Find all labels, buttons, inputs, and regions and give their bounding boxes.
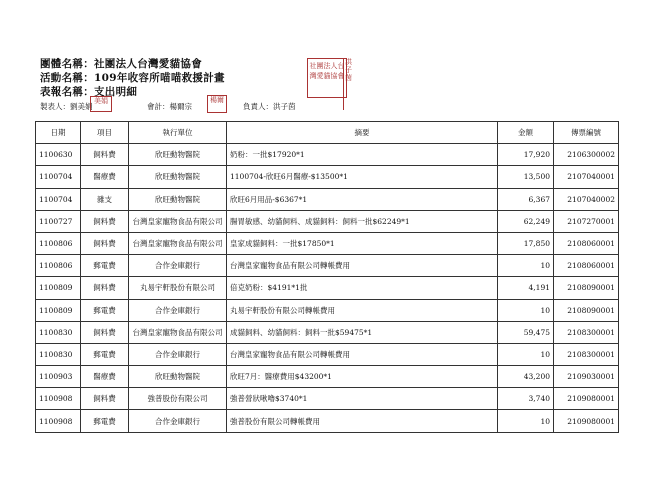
cell-description: 皇家成貓飼料：一批$17850*1 xyxy=(227,232,498,254)
cell-item: 雜支 xyxy=(81,188,129,210)
accountant-seal: 楊爾 xyxy=(207,95,227,113)
cell-item: 飼料費 xyxy=(81,321,129,343)
cell-item: 飼料費 xyxy=(81,232,129,254)
cell-unit: 台灣皇家寵物食品有限公司 xyxy=(129,232,227,254)
cell-amount: 10 xyxy=(498,410,554,432)
table-header-row xyxy=(36,122,619,144)
cell-date: 1100704 xyxy=(36,188,81,210)
cell-date: 1100830 xyxy=(36,343,81,365)
cell-voucher: 2108060001 xyxy=(554,255,619,277)
table-row xyxy=(36,255,619,277)
cell-voucher: 2107270001 xyxy=(554,210,619,232)
table-row xyxy=(36,343,619,365)
table-row xyxy=(36,388,619,410)
cell-item: 郵電費 xyxy=(81,299,129,321)
cell-amount: 6,367 xyxy=(498,188,554,210)
cell-amount: 10 xyxy=(498,299,554,321)
cell-date: 1100908 xyxy=(36,388,81,410)
cell-unit: 欣旺動物醫院 xyxy=(129,366,227,388)
cell-item: 郵電費 xyxy=(81,255,129,277)
cell-description: 丸易宇軒股份有限公司轉帳費用 xyxy=(227,299,498,321)
col-description: 摘要 xyxy=(227,122,498,144)
cell-amount: 17,920 xyxy=(498,144,554,166)
cell-date: 1100727 xyxy=(36,210,81,232)
cell-unit: 欣旺動物醫院 xyxy=(129,144,227,166)
org-name: 團體名稱：社團法人台灣愛貓協會 xyxy=(40,58,202,70)
cell-description: 腸胃敏感、幼貓飼料、成貓飼料：飼料一批$62249*1 xyxy=(227,210,498,232)
manager-signature: 負責人：洪子茵 xyxy=(243,102,296,111)
cell-item: 醫療費 xyxy=(81,366,129,388)
cell-amount: 13,500 xyxy=(498,166,554,188)
cell-description: 台灣皇家寵物食品有限公司轉帳費用 xyxy=(227,255,498,277)
cell-date: 1100908 xyxy=(36,410,81,432)
cell-voucher: 2107040001 xyxy=(554,166,619,188)
cell-amount: 17,850 xyxy=(498,232,554,254)
cell-amount: 62,249 xyxy=(498,210,554,232)
cell-date: 1100704 xyxy=(36,166,81,188)
preparer-signature: 製表人：劉美娟 xyxy=(40,102,93,111)
cell-description: 奶粉：一批$17920*1 xyxy=(227,144,498,166)
cell-amount: 4,191 xyxy=(498,277,554,299)
cell-item: 郵電費 xyxy=(81,343,129,365)
cell-amount: 10 xyxy=(498,255,554,277)
cell-unit: 強普股份有限公司 xyxy=(129,388,227,410)
report-name: 表報名稱：支出明細 xyxy=(40,86,138,98)
cell-voucher: 2109080001 xyxy=(554,388,619,410)
cell-description: 1100704-欣旺6月醫療-$13500*1 xyxy=(227,166,498,188)
table-row xyxy=(36,144,619,166)
cell-date: 1100806 xyxy=(36,255,81,277)
col-unit: 執行單位 xyxy=(129,122,227,144)
cell-amount: 3,740 xyxy=(498,388,554,410)
cell-description: 欣旺7月：醫療費用$43200*1 xyxy=(227,366,498,388)
cell-item: 飼料費 xyxy=(81,277,129,299)
table-row xyxy=(36,299,619,321)
cell-description: 倍克奶粉：$4191*1批 xyxy=(227,277,498,299)
expense-rows xyxy=(36,144,619,432)
expense-table xyxy=(35,121,619,433)
cell-amount: 43,200 xyxy=(498,366,554,388)
table-row xyxy=(36,232,619,254)
cell-unit: 合作金庫銀行 xyxy=(129,255,227,277)
cell-amount: 59,475 xyxy=(498,321,554,343)
table-row xyxy=(36,166,619,188)
cell-unit: 台灣皇家寵物食品有限公司 xyxy=(129,321,227,343)
cell-voucher: 2108300001 xyxy=(554,321,619,343)
event-name: 活動名稱：109年收容所喵喵救援計畫 xyxy=(40,72,225,84)
cell-date: 1100809 xyxy=(36,277,81,299)
cell-voucher: 2108090001 xyxy=(554,277,619,299)
cell-voucher: 2106300002 xyxy=(554,144,619,166)
cell-description: 強普營狀啾嚕$3740*1 xyxy=(227,388,498,410)
cell-voucher: 2109030001 xyxy=(554,366,619,388)
col-item: 項目 xyxy=(81,122,129,144)
cell-voucher: 2109080001 xyxy=(554,410,619,432)
cell-unit: 欣旺動物醫院 xyxy=(129,188,227,210)
table-row xyxy=(36,366,619,388)
cell-item: 飼料費 xyxy=(81,144,129,166)
cell-voucher: 2108300001 xyxy=(554,343,619,365)
cell-description: 成貓飼料、幼貓飼料：飼料一批$59475*1 xyxy=(227,321,498,343)
cell-item: 醫療費 xyxy=(81,166,129,188)
table-row xyxy=(36,277,619,299)
col-date: 日期 xyxy=(36,122,81,144)
cell-item: 飼料費 xyxy=(81,210,129,232)
cell-date: 1100806 xyxy=(36,232,81,254)
cell-unit: 合作金庫銀行 xyxy=(129,299,227,321)
cell-unit: 丸易宇軒股份有限公司 xyxy=(129,277,227,299)
cell-unit: 台灣皇家寵物食品有限公司 xyxy=(129,210,227,232)
cell-item: 郵電費 xyxy=(81,410,129,432)
cell-date: 1100809 xyxy=(36,299,81,321)
table-row xyxy=(36,210,619,232)
col-amount: 金額 xyxy=(498,122,554,144)
col-voucher: 傳票編號 xyxy=(554,122,619,144)
cell-voucher: 2107040002 xyxy=(554,188,619,210)
cell-voucher: 2108060001 xyxy=(554,232,619,254)
table-row xyxy=(36,410,619,432)
table-row xyxy=(36,188,619,210)
cell-unit: 欣旺動物醫院 xyxy=(129,166,227,188)
cell-amount: 10 xyxy=(498,343,554,365)
table-row xyxy=(36,321,619,343)
cell-date: 1100830 xyxy=(36,321,81,343)
cell-item: 飼料費 xyxy=(81,388,129,410)
organization-seal: 社團法人台灣愛貓協會 xyxy=(307,58,347,98)
cell-description: 台灣皇家寵物食品有限公司轉帳費用 xyxy=(227,343,498,365)
cell-date: 1100630 xyxy=(36,144,81,166)
preparer-seal: 美娟 xyxy=(90,96,112,112)
accountant-signature: 會計：楊爾宗 xyxy=(147,102,192,111)
cell-date: 1100903 xyxy=(36,366,81,388)
cell-voucher: 2108090001 xyxy=(554,299,619,321)
cell-unit: 合作金庫銀行 xyxy=(129,343,227,365)
cell-unit: 合作金庫銀行 xyxy=(129,410,227,432)
manager-seal: 洪子茵 xyxy=(343,58,353,110)
cell-description: 欣旺6月用品-$6367*1 xyxy=(227,188,498,210)
cell-description: 強普股份有限公司轉帳費用 xyxy=(227,410,498,432)
